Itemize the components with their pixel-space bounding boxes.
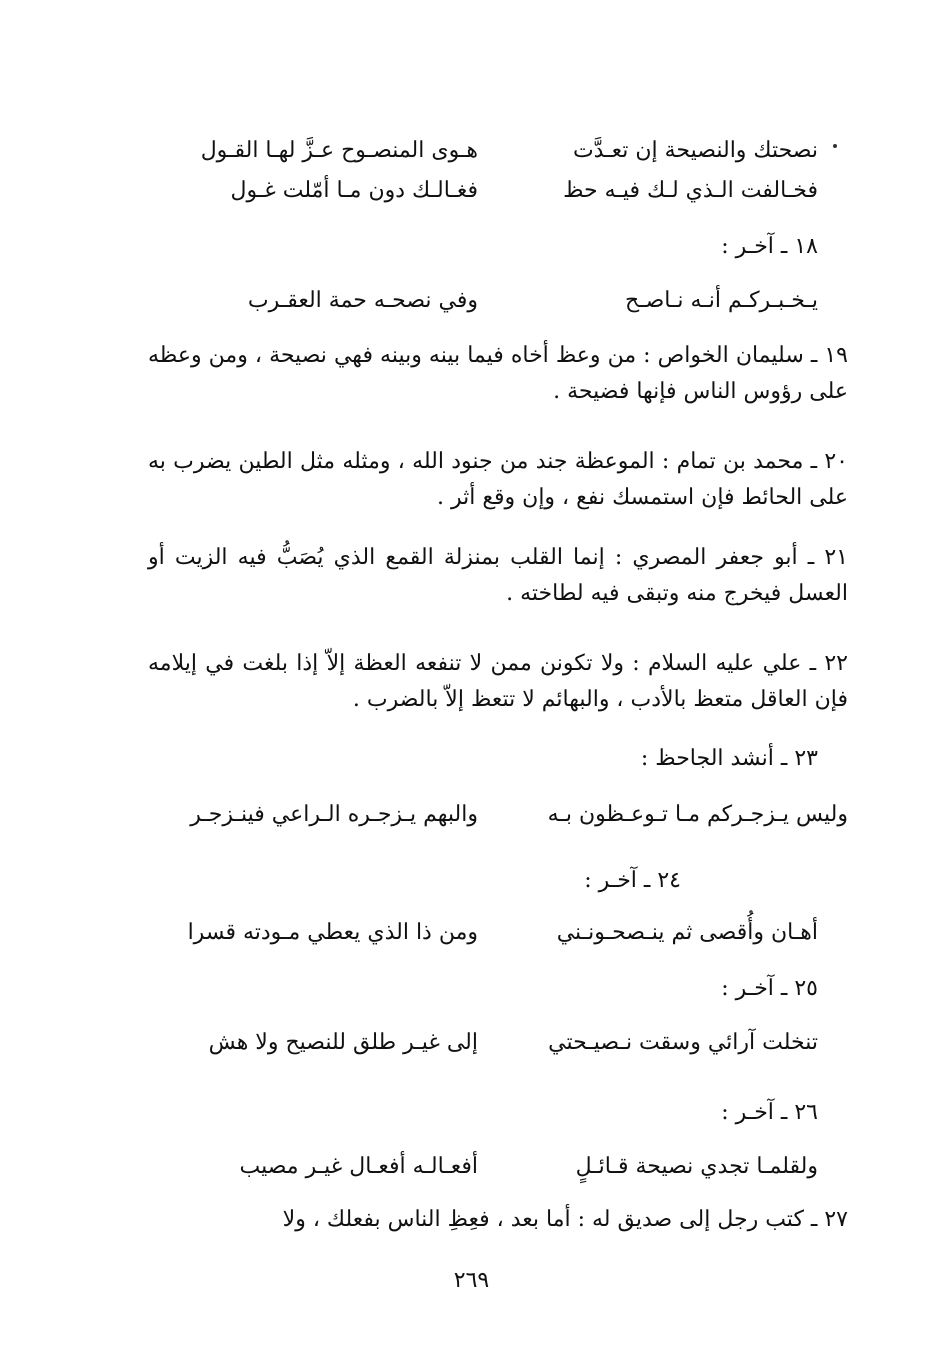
heading-25: ٢٥ ـ آخـر : — [721, 976, 818, 1001]
verse-1-second-hemistich: هـوى المنصـوح عـزَّ لهـا القـول — [200, 138, 478, 163]
heading-18: ١٨ ـ آخـر : — [721, 234, 818, 259]
page-number: ٢٦٩ — [453, 1268, 490, 1293]
verse-2-first-hemistich: فخـالفت الـذي لـك فيـه حظ — [563, 178, 818, 203]
verse-3-second-hemistich: وفي نصحـه حمة العقـرب — [247, 288, 478, 313]
verse-5-first-hemistich: أهـان وأُقصى ثم ينـصحـونـني — [556, 920, 818, 945]
verse-3-first-hemistich: يـخـبـركـم أنـه نـاصـح — [624, 288, 818, 313]
verse-6-second-hemistich: إلى غيـر طلق للنصيح ولا هش — [208, 1030, 478, 1055]
heading-23: ٢٣ ـ أنشد الجاحظ : — [640, 746, 818, 771]
verse-4-first-hemistich: وليس يـزجـركم مـا تـوعـظون بـه — [547, 802, 848, 827]
paragraph-21: ٢١ ـ أبو جعفر المصري : إنما القلب بمنزلة القمع الذي يُصَبُّ فيه الزيت أو العسل فيخرج منه وتبقى فيه لطاخته . — [148, 545, 848, 606]
verse-2-second-hemistich: فغـالـك دون مـا أمّلت غـول — [230, 178, 478, 203]
heading-26: ٢٦ ـ آخـر : — [721, 1100, 818, 1125]
paragraph-20: ٢٠ ـ محمد بن تمام : الموعظة جند من جنود الله ، ومثله مثل الطين يضرب به على الحائط فإن استمسك نفع ، وإن وقع أثر . — [148, 449, 848, 510]
verse-1-first-hemistich: نصحتك والنصيحة إن تعـدَّت — [572, 138, 818, 163]
paragraph-22: ٢٢ ـ علي عليه السلام : ولا تكونن ممن لا تنفعه العظة إلاّ إذا بلغت في إيلامه فإن العاقل متعظ بالأدب ، والبهائم لا تتعظ إلاّ بالضرب . — [148, 651, 848, 712]
verse-5-second-hemistich: ومن ذا الذي يعطي مـودته قسرا — [187, 920, 478, 945]
verse-4-second-hemistich: والبهم يـزجـره الـراعي فينـزجـر — [190, 802, 478, 827]
paragraph-27: ٢٧ ـ كتب رجل إلى صديق له : أما بعد ، فعِظِ الناس بفعلك ، ولا — [282, 1207, 848, 1232]
paragraph-19: ١٩ ـ سليمان الخواص : من وعظ أخاه فيما بينه وبينه فهي نصيحة ، ومن وعظه على رؤوس الناس فإنها فضيحة . — [148, 343, 848, 404]
verse-7-second-hemistich: أفعـالـه أفعـال غيـر مصيب — [239, 1154, 478, 1179]
margin-dot — [833, 144, 837, 148]
verse-7-first-hemistich: ولقلمـا تجدي نصيحة قـائـلٍ — [575, 1154, 818, 1179]
verse-6-first-hemistich: تنخلت آرائي وسقت نـصيـحتي — [548, 1030, 818, 1055]
heading-24: ٢٤ ـ آخـر : — [584, 868, 681, 893]
